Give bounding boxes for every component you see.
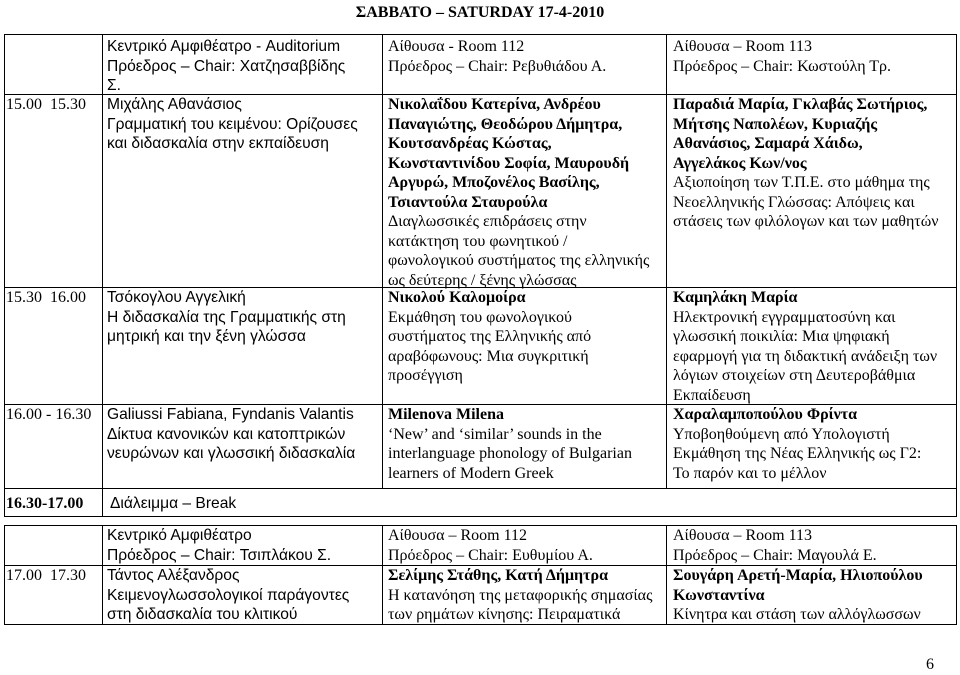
talk-title: Διαγλωσσικές επιδράσεις στην xyxy=(388,213,587,230)
talk-title: Το παρόν και το μέλλον xyxy=(673,464,827,482)
talk-authors: Κωνσταντίνα xyxy=(673,586,765,604)
table-border xyxy=(4,516,957,517)
talk-title: Υποβοηθούμενη από Υπολογιστή xyxy=(673,425,890,443)
chair-line: Σ. xyxy=(107,77,121,94)
room-name: Αίθουσα – Room 113 xyxy=(673,38,812,55)
talk-authors: Παραδιά Μαρία, Γκλαβάς Σωτήριος, xyxy=(673,96,928,113)
table-border xyxy=(4,34,957,35)
chair-line: Πρόεδρος – Chair: Ρεβυθιάδου Α. xyxy=(388,57,607,75)
table-border xyxy=(102,488,103,517)
room-name: Αίθουσα - Room 112 xyxy=(388,38,525,55)
room-header-112 xyxy=(388,37,606,76)
talk-title: στάσεις των φιλόλογων και των μαθητών xyxy=(673,213,939,230)
talk-authors: Milenova Milena xyxy=(388,406,504,423)
table-border xyxy=(102,34,103,488)
chair-line: Πρόεδρος – Chair: Μαγουλά Ε. xyxy=(673,546,877,564)
talk-title: φωνολογικού συστήματος της ελληνικής xyxy=(388,252,650,269)
slot-time: 15.00 15.30 xyxy=(6,96,86,113)
talk-authors: Μήτσης Ναπολέων, Κυριαζής xyxy=(673,115,878,133)
talk-title: ‘New’ and ‘similar’ sounds in the xyxy=(388,425,602,443)
talk-room-112 xyxy=(388,288,591,386)
talk-authors: Παναγιώτης, Θεοδώρου Δήμητρα, xyxy=(388,115,623,133)
room-header-auditorium xyxy=(107,37,345,96)
talk-authors: Σελίμης Στάθης, Κατή Δήμητρα xyxy=(388,567,608,584)
talk-title: Εκμάθηση της Νέας Ελληνικής ως Γ2: xyxy=(673,445,922,462)
talk-title: interlanguage phonology of Bulgarian xyxy=(388,445,632,462)
talk-title: εφαρμογή για τη διδακτική ανάδειξη των xyxy=(673,347,938,365)
talk-auditorium xyxy=(107,566,349,625)
talk-title: συστήματος της Ελληνικής από xyxy=(388,328,592,345)
talk-room-113 xyxy=(673,405,921,483)
chair-line: Πρόεδρος – Chair: Ευθυμίου Α. xyxy=(388,546,593,564)
room-header-112 xyxy=(388,526,593,565)
table-border xyxy=(382,34,383,488)
page-number: 6 xyxy=(926,656,934,673)
talk-authors: Μιχάλης Αθανάσιος xyxy=(107,96,242,113)
room-name: Κεντρικό Αμφιθέατρο xyxy=(107,527,252,544)
chair-line: Πρόεδρος – Chair: Χατζησαββίδης xyxy=(107,57,346,75)
talk-title: Κειμενογλωσσολογικοί παράγοντες xyxy=(107,586,350,604)
slot-time: 16.00 - 16.30 xyxy=(6,406,92,423)
talk-title: Η διδασκαλία της Γραμματικής στη xyxy=(107,308,346,326)
talk-title: ως δεύτερης / ξένης γλώσσας xyxy=(388,271,577,289)
talk-title: μητρική και την ξένη γλώσσα xyxy=(107,328,306,345)
break-time: 16.30-17.00 xyxy=(6,495,84,512)
talk-room-113 xyxy=(673,566,923,625)
talk-authors: Νικολαΐδου Κατερίνα, Ανδρέου xyxy=(388,96,601,113)
talk-room-112 xyxy=(388,95,649,290)
table-border xyxy=(666,34,667,488)
talk-authors: Κωνσταντινίδου Σοφία, Μαυρουδή xyxy=(388,154,630,172)
talk-title: λόγιων στοιχείων στη Δευτεροβάθμια xyxy=(673,367,916,384)
talk-authors: Νικολού Καλομοίρα xyxy=(388,289,526,306)
talk-auditorium xyxy=(107,95,358,154)
talk-title: Εκπαίδευση xyxy=(673,386,751,404)
talk-title: και διδασκαλία στην εκπαίδευση xyxy=(107,135,329,152)
talk-title: νευρώνων και γλωσσική διδασκαλία xyxy=(107,445,356,462)
talk-title: Νεοελληνικής Γλώσσας: Απόψεις και xyxy=(673,193,915,211)
talk-authors: Αθανάσιος, Σαμαρά Χάιδω, xyxy=(673,135,863,152)
page-title: ΣΑΒΒΑΤΟ – SATURDAY 17-4-2010 xyxy=(355,4,605,21)
talk-title: των ρημάτων κίνησης: Πειραματικά xyxy=(388,606,621,623)
chair-line: Πρόεδρος – Chair: Τσιπλάκου Σ. xyxy=(107,546,332,564)
talk-title: Ηλεκτρονική εγγραμματοσύνη και xyxy=(673,308,896,326)
talk-room-112 xyxy=(388,566,652,625)
room-header-113 xyxy=(673,526,877,565)
room-name: Κεντρικό Αμφιθέατρο - Auditorium xyxy=(107,38,341,55)
table-border xyxy=(4,488,5,517)
talk-title: κατάκτηση του φωνητικού / xyxy=(388,232,568,250)
break-label: Διάλειμμα – Break xyxy=(110,495,237,512)
talk-title: Εκμάθηση του φωνολογικού xyxy=(388,308,572,326)
talk-title: Αξιοποίηση των Τ.Π.Ε. στο μάθημα της xyxy=(673,174,930,191)
talk-title: στη διδασκαλία του κλιτικού xyxy=(107,606,298,623)
talk-authors: Galiussi Fabiana, Fyndanis Valantis xyxy=(107,406,354,423)
talk-title: Κίνητρα και στάση των αλλόγλωσσων xyxy=(673,606,921,623)
talk-authors: Τσιαντούλα Σταυρούλα xyxy=(388,193,548,211)
talk-authors: Τσόκογλου Αγγελική xyxy=(107,289,246,306)
table-border xyxy=(956,488,957,517)
talk-auditorium xyxy=(107,405,355,464)
talk-auditorium xyxy=(107,288,346,347)
talk-title: Γραμματική του κειμένου: Ορίζουσες xyxy=(107,115,358,133)
slot-time: 15.30 16.00 xyxy=(6,289,86,306)
table-border xyxy=(102,525,103,625)
talk-title: Δίκτυα κανονικών και κατοπτρικών xyxy=(107,425,346,443)
room-header-auditorium xyxy=(107,526,331,565)
table-border xyxy=(956,34,957,488)
room-name: Αίθουσα – Room 113 xyxy=(673,527,812,544)
table-border xyxy=(382,525,383,625)
table-border xyxy=(666,525,667,625)
talk-authors: Κουτσανδρέας Κώστας, xyxy=(388,135,552,152)
talk-room-113 xyxy=(673,288,937,405)
room-header-113 xyxy=(673,37,891,76)
table-border xyxy=(4,525,5,625)
talk-title: Η κατανόηση της μεταφορικής σημασίας xyxy=(388,586,653,604)
talk-authors: Τάντος Αλέξανδρος xyxy=(107,567,240,584)
talk-title: προσέγγιση xyxy=(388,367,463,384)
room-name: Αίθουσα – Room 112 xyxy=(388,527,527,544)
talk-authors: Αργυρώ, Μποζονέλος Βασίλης, xyxy=(388,174,600,191)
talk-authors: Αγγελάκος Κων/νος xyxy=(673,154,807,172)
table-border xyxy=(4,34,5,488)
talk-authors: Χαραλαμποπούλου Φρίντα xyxy=(673,406,858,423)
table-border xyxy=(4,488,957,489)
table-border xyxy=(956,525,957,625)
talk-room-112 xyxy=(388,405,632,483)
talk-room-113 xyxy=(673,95,939,232)
talk-title: αραβόφωνους: Μια συγκριτική xyxy=(388,347,589,365)
talk-authors: Καμηλάκη Μαρία xyxy=(673,289,798,306)
talk-authors: Σουγάρη Αρετή-Μαρία, Ηλιοπούλου xyxy=(673,567,923,584)
talk-title: γλωσσική ποικιλία: Μια ψηφιακή xyxy=(673,328,890,345)
chair-line: Πρόεδρος – Chair: Κωστούλη Τρ. xyxy=(673,57,892,75)
talk-title: learners of Modern Greek xyxy=(388,464,554,482)
slot-time: 17.00 17.30 xyxy=(6,567,86,584)
